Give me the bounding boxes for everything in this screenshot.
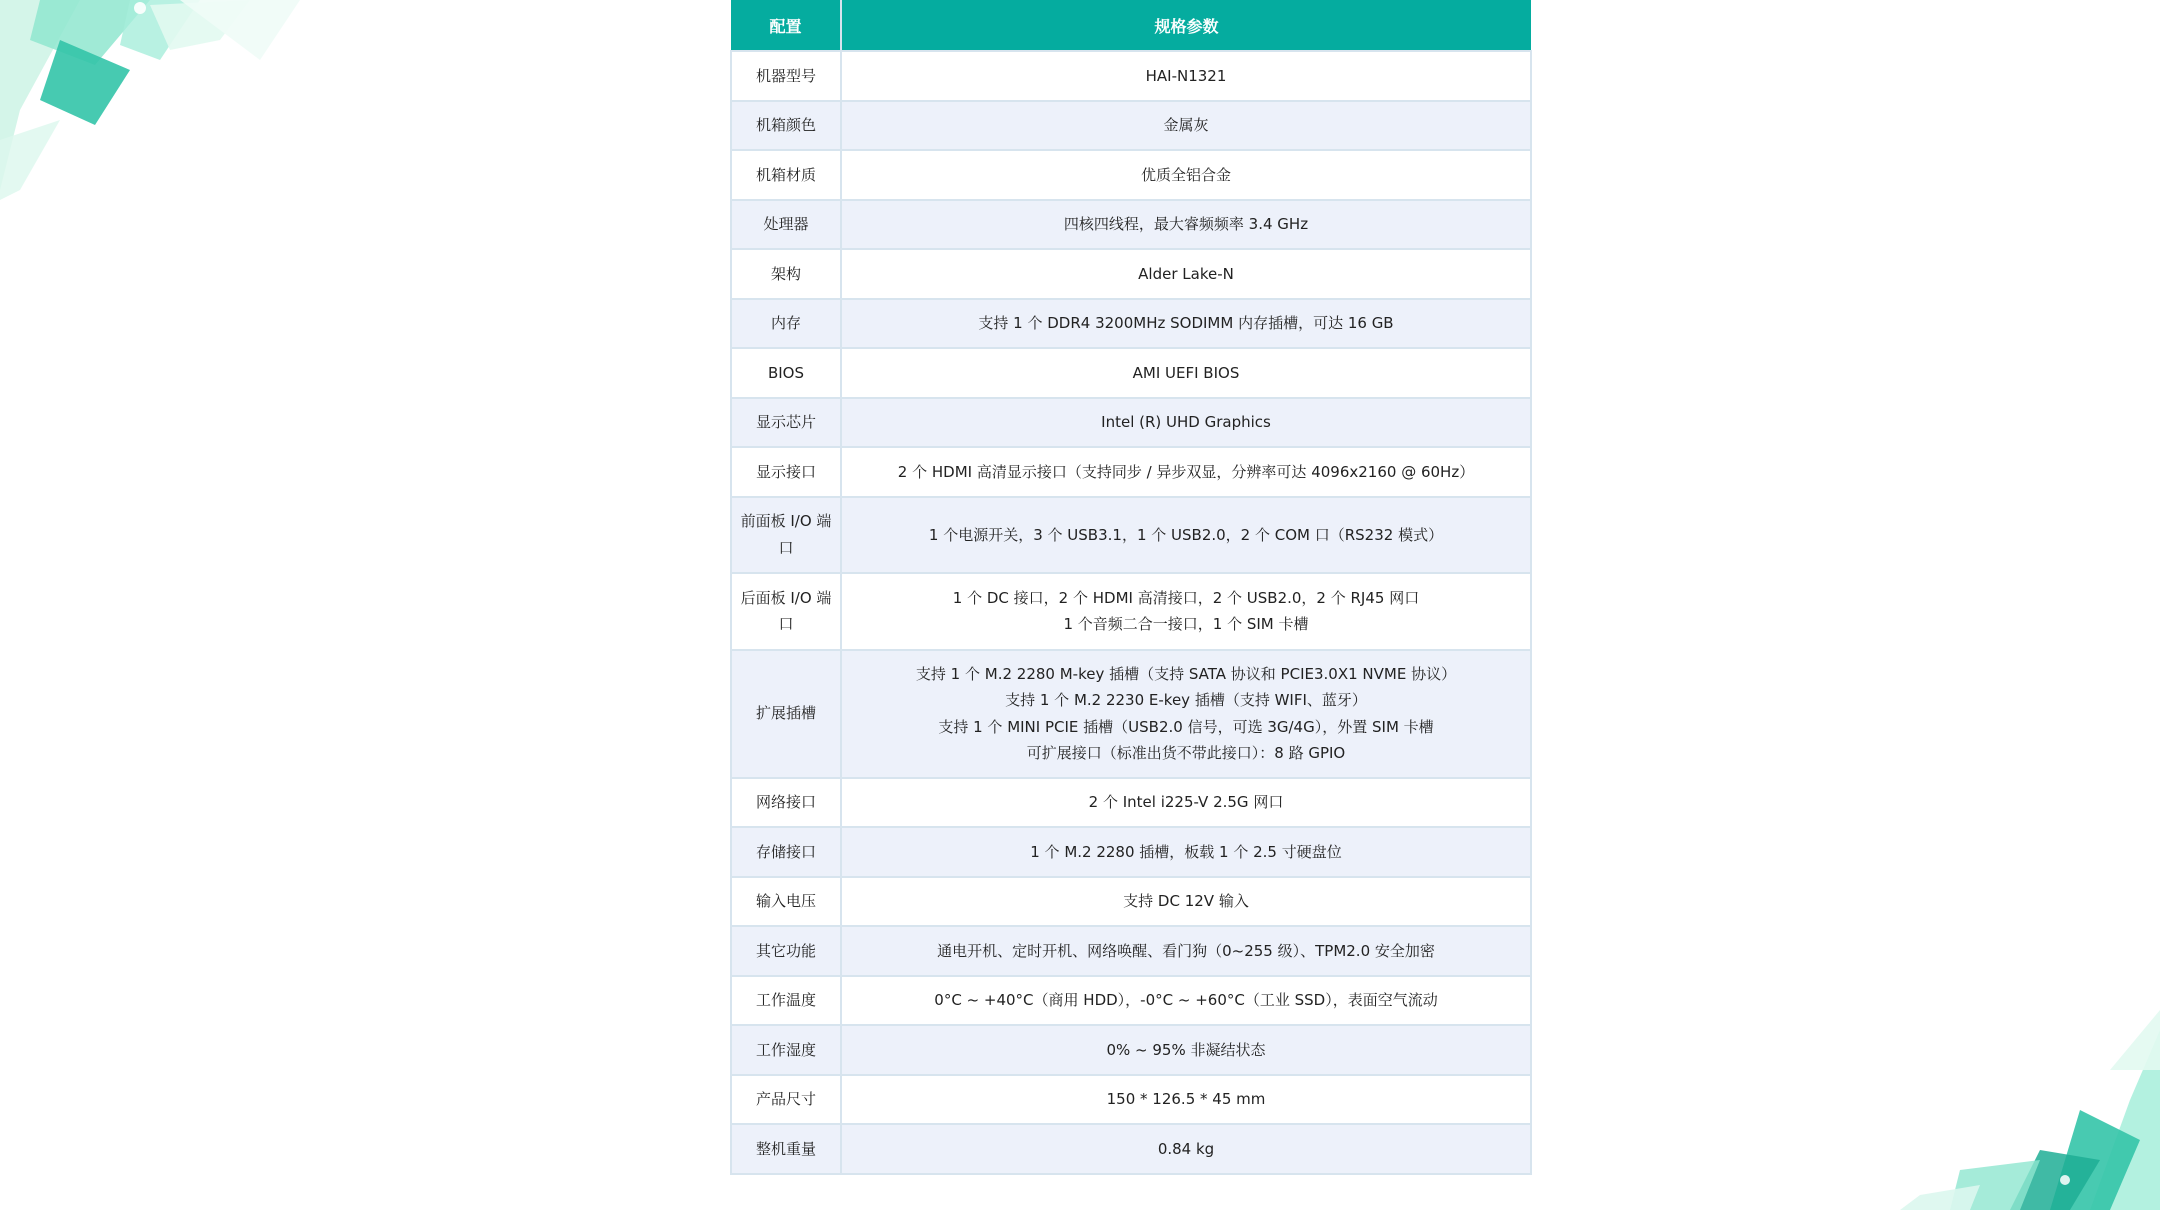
row-value [841, 573, 1531, 650]
row-value [841, 976, 1531, 1026]
row-label: 产品尺寸 [731, 1075, 841, 1125]
value-line: HAI-N1321 [1145, 66, 1227, 85]
row-label: 机箱颜色 [731, 101, 841, 151]
value-line: 1 个音频二合一接口，1 个 SIM 卡槽 [1063, 615, 1309, 634]
table-row [731, 51, 1531, 101]
table-row [731, 200, 1531, 250]
row-value [841, 877, 1531, 927]
value-line: 支持 1 个 MINI PCIE 插槽（USB2.0 信号，可选 3G/4G），外置 SIM 卡槽 [938, 717, 1434, 736]
value-line: 通电开机、定时开机、网络唤醒、看门狗（0~255 级）、TPM2.0 安全加密 [937, 941, 1435, 960]
row-label: 显示芯片 [731, 398, 841, 448]
row-value [841, 778, 1531, 828]
table-row [731, 778, 1531, 828]
table-row [731, 976, 1531, 1026]
table-row [731, 348, 1531, 398]
value-line: 2 个 HDMI 高清显示接口（支持同步 / 异步双显，分辨率可达 4096x2160 @ 60Hz） [897, 462, 1475, 481]
table-row [731, 1075, 1531, 1125]
row-value [841, 1124, 1531, 1174]
table-row [731, 447, 1531, 497]
value-line: 支持 1 个 DDR4 3200MHz SODIMM 内存插槽，可达 16 GB [978, 314, 1394, 332]
value-line: 优质全铝合金 [1140, 165, 1231, 184]
value-line: 0% ~ 95% 非凝结状态 [1106, 1040, 1266, 1059]
row-label: 工作湿度 [731, 1025, 841, 1075]
row-value [841, 101, 1531, 151]
row-label: BIOS [731, 348, 841, 398]
header-config: 配置 [731, 0, 841, 51]
row-label: 扩展插槽 [731, 650, 841, 778]
row-value [841, 827, 1531, 877]
table-row [731, 398, 1531, 448]
value-line: 1 个 M.2 2280 插槽，板载 1 个 2.5 寸硬盘位 [1030, 842, 1342, 861]
value-line: 2 个 Intel i225-V 2.5G 网口 [1088, 793, 1284, 811]
row-value [841, 150, 1531, 200]
table-row [731, 877, 1531, 927]
row-label: 网络接口 [731, 778, 841, 828]
row-label: 显示接口 [731, 447, 841, 497]
row-value [841, 1075, 1531, 1125]
row-value [841, 249, 1531, 299]
table-row [731, 150, 1531, 200]
value-line: 0°C ~ +40°C（商用 HDD），-0°C ~ +60°C（工业 SSD），表面空气流动 [934, 991, 1438, 1009]
row-value [841, 650, 1531, 778]
row-label: 整机重量 [731, 1124, 841, 1174]
table-row [731, 299, 1531, 349]
table-row [731, 101, 1531, 151]
row-value [841, 1025, 1531, 1075]
value-line: Intel (R) UHD Graphics [1101, 413, 1271, 431]
row-label: 后面板 I/O 端口 [731, 573, 841, 650]
row-value [841, 497, 1531, 574]
row-label: 前面板 I/O 端口 [731, 497, 841, 574]
table-row [731, 1124, 1531, 1174]
table-row [731, 650, 1531, 778]
decorative-shards-bottom-right [1860, 1010, 2160, 1210]
value-line: 可扩展接口（标准出货不带此接口）：8 路 GPIO [1026, 744, 1346, 762]
value-line: 金属灰 [1163, 116, 1209, 134]
row-value [841, 447, 1531, 497]
row-value [841, 51, 1531, 101]
table-header-row [731, 0, 1531, 51]
row-value [841, 200, 1531, 250]
row-value [841, 398, 1531, 448]
row-value [841, 348, 1531, 398]
value-line: 1 个 DC 接口，2 个 HDMI 高清接口，2 个 USB2.0，2 个 RJ45 网口 [952, 588, 1420, 607]
value-line: 支持 1 个 M.2 2280 M-key 插槽（支持 SATA 协议和 PCIE3.0X1 NVME 协议） [915, 664, 1457, 683]
value-line: 支持 1 个 M.2 2230 E-key 插槽（支持 WIFI、蓝牙） [1005, 691, 1367, 709]
spec-table [730, 0, 1532, 1175]
row-label: 输入电压 [731, 877, 841, 927]
row-label: 内存 [731, 299, 841, 349]
row-label: 工作温度 [731, 976, 841, 1026]
table-row [731, 497, 1531, 574]
row-value [841, 926, 1531, 976]
decorative-shards-top-left [0, 0, 320, 200]
row-label: 机箱材质 [731, 150, 841, 200]
row-label: 架构 [731, 249, 841, 299]
value-line: Alder Lake-N [1138, 264, 1234, 283]
row-value [841, 299, 1531, 349]
value-line: 150 * 126.5 * 45 mm [1106, 1090, 1266, 1108]
table-row [731, 249, 1531, 299]
value-line: 四核四线程，最大睿频频率 3.4 GHz [1063, 215, 1309, 233]
row-label: 存储接口 [731, 827, 841, 877]
value-line: 支持 DC 12V 输入 [1123, 892, 1249, 910]
row-label: 其它功能 [731, 926, 841, 976]
value-line: 0.84 kg [1157, 1139, 1215, 1158]
row-label: 机器型号 [731, 51, 841, 101]
table-row [731, 573, 1531, 650]
table-row [731, 926, 1531, 976]
table-row [731, 827, 1531, 877]
row-label: 处理器 [731, 200, 841, 250]
header-spec-params: 规格参数 [841, 0, 1531, 51]
value-line: 1 个电源开关，3 个 USB3.1，1 个 USB2.0，2 个 COM 口（RS232 模式） [928, 525, 1444, 544]
table-row [731, 1025, 1531, 1075]
value-line: AMI UEFI BIOS [1132, 363, 1240, 382]
